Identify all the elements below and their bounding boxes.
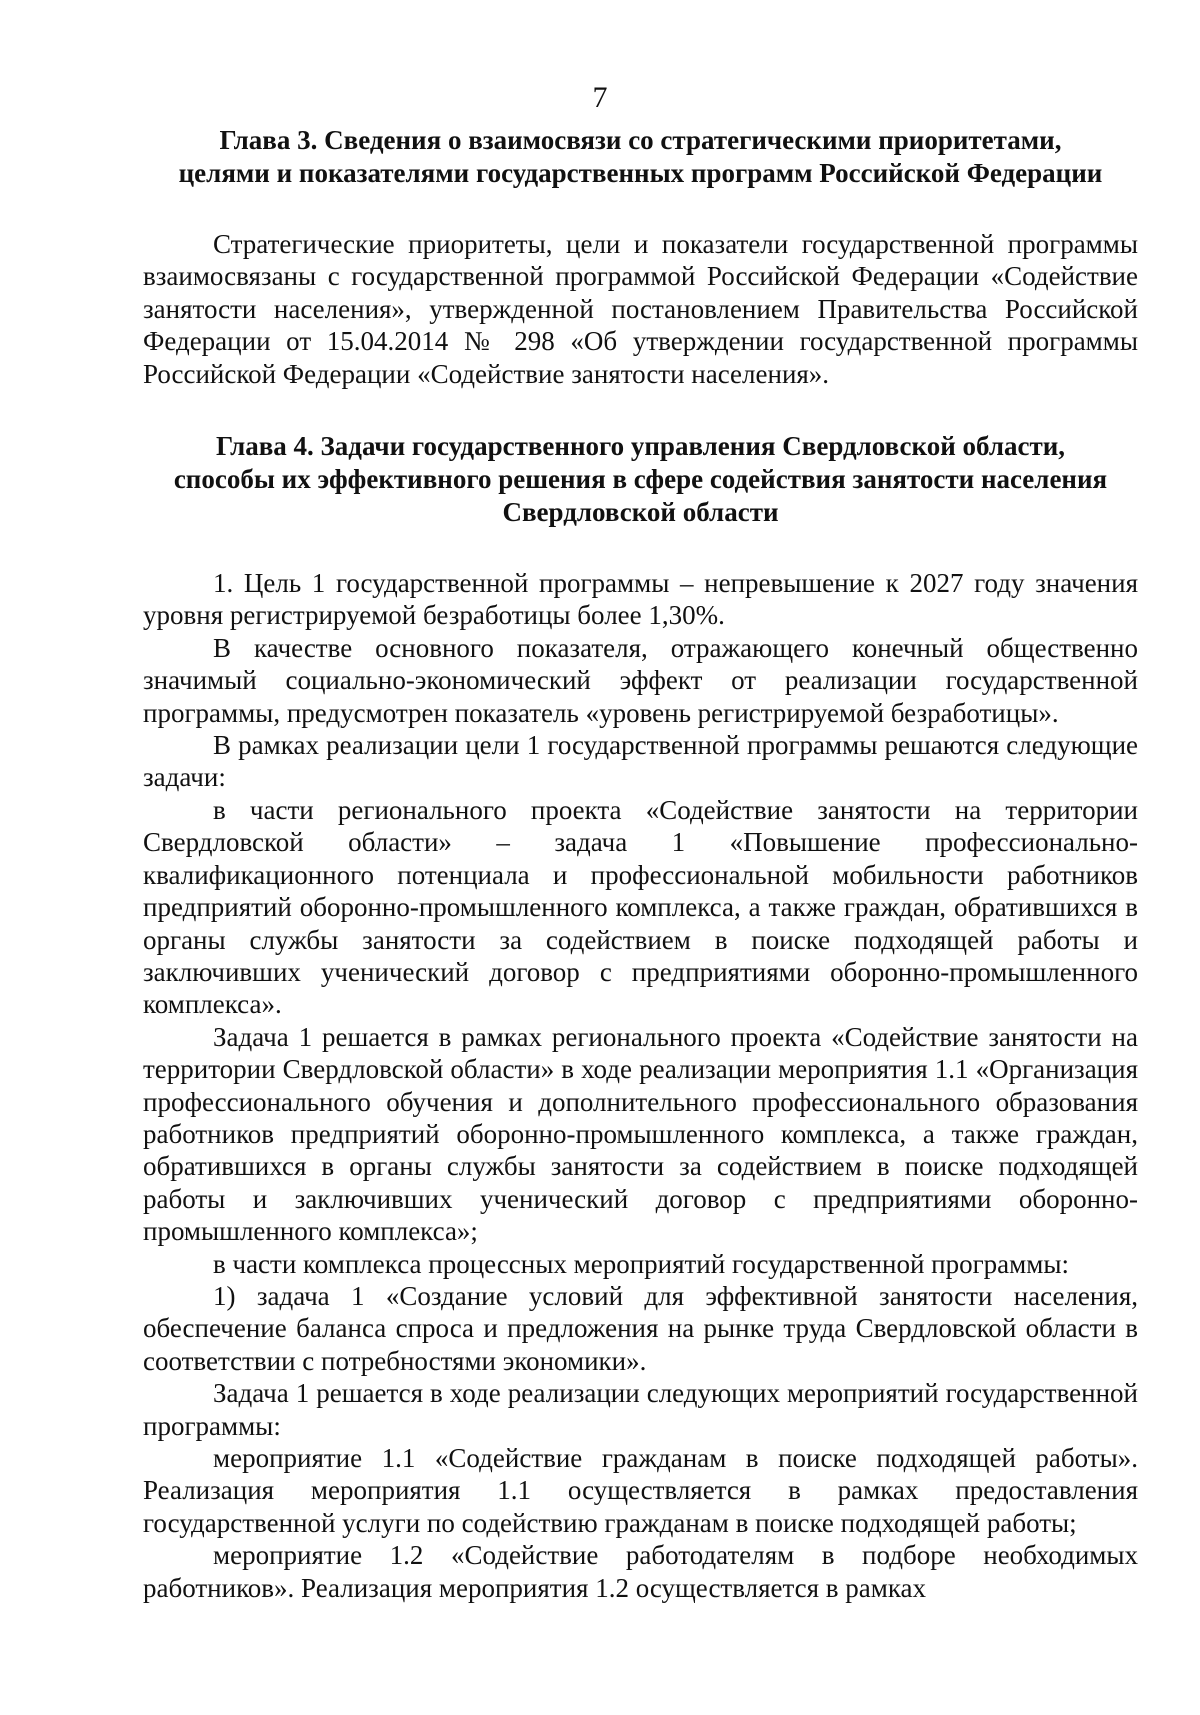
chapter-3-title [143, 124, 1138, 190]
chapter-4-paragraph-5: Задача 1 решается в рамках регионального проекта «Содействие занятости на территории Свердловской области» в ходе реализации мероприятия 1.1 «Организация профессионального обучения и дополнительного профессионального образования работников предприятий оборонно-промышленного комплекса, а также граждан, обратившихся в органы службы занятости за содействием в поиске подходящей работы и заключивших ученический договор с предприятиями оборонно-промышленного комплекса»; [143, 1021, 1138, 1247]
chapter-4-paragraph-8: Задача 1 решается в ходе реализации следующих мероприятий государственной программы: [143, 1378, 1138, 1441]
chapter-4-title [143, 430, 1138, 529]
chapter-4-title-line-2: способы их эффективного решения в сфере содействия занятости населения [173, 464, 1108, 495]
chapter-3-title-line-2: целями и показателями государственных программ Российской Федерации [178, 158, 1103, 188]
chapter-4-paragraph-4: в части регионального проекта «Содействие занятости на территории Свердловской области» – задача 1 «Повышение профессионально-квалификационного потенциала и профессиональной мобильности работников предприятий оборонно-промышленного комплекса, а также граждан, обратившихся в органы службы занятости за содействием в поиске подходящей работы и заключивших ученический договор с предприятиями оборонно-промышленного комплекса». [143, 794, 1138, 1020]
chapter-4-paragraph-1: 1. Цель 1 государственной программы – непревышение к 2027 году значения уровня регистрируемой безработицы более 1,30%. [143, 568, 1138, 631]
chapter-4-title-line-3: Свердловской области [502, 497, 779, 528]
chapter-3-paragraph-1: Стратегические приоритеты, цели и показатели государственной программы взаимосвязаны с государственной программой Российской Федерации «Содействие занятости населения», утвержденной постановлением Правительства Российской Федерации от 15.04.2014 № 298 «Об утверждении государственной программы Российской Федерации «Содействие занятости населения». [143, 229, 1138, 389]
chapter-4-paragraph-9: мероприятие 1.1 «Содействие гражданам в поиске подходящей работы». Реализация мероприятия 1.1 осуществляется в рамках предоставления государственной услуги по содействию гражданам в поиске подходящей работы; [143, 1443, 1138, 1538]
page-number: 7 [592, 81, 608, 114]
chapter-3-title-line-1: Глава 3. Сведения о взаимосвязи со стратегическими приоритетами, [219, 125, 1062, 155]
chapter-4-title-line-1: Глава 4. Задачи государственного управления Свердловской области, [215, 431, 1066, 462]
chapter-4-paragraph-2: В качестве основного показателя, отражающего конечный общественно значимый социально-экономический эффект от реализации государственной программы, предусмотрен показатель «уровень регистрируемой безработицы». [143, 632, 1138, 728]
page-content [143, 124, 1138, 1604]
chapter-4-paragraph-7: 1) задача 1 «Создание условий для эффективной занятости населения, обеспечение баланса спроса и предложения на рынке труда Свердловской области в соответствии с потребностями экономики». [143, 1280, 1138, 1376]
chapter-4-paragraph-3: В рамках реализации цели 1 государственной программы решаются следующие задачи: [143, 730, 1138, 793]
chapter-4-paragraph-6: в части комплекса процессных мероприятий государственной программы: [213, 1248, 1069, 1279]
chapter-4-paragraph-10: мероприятие 1.2 «Содействие работодателям в подборе необходимых работников». Реализация мероприятия 1.2 осуществляется в рамках [143, 1540, 1138, 1603]
